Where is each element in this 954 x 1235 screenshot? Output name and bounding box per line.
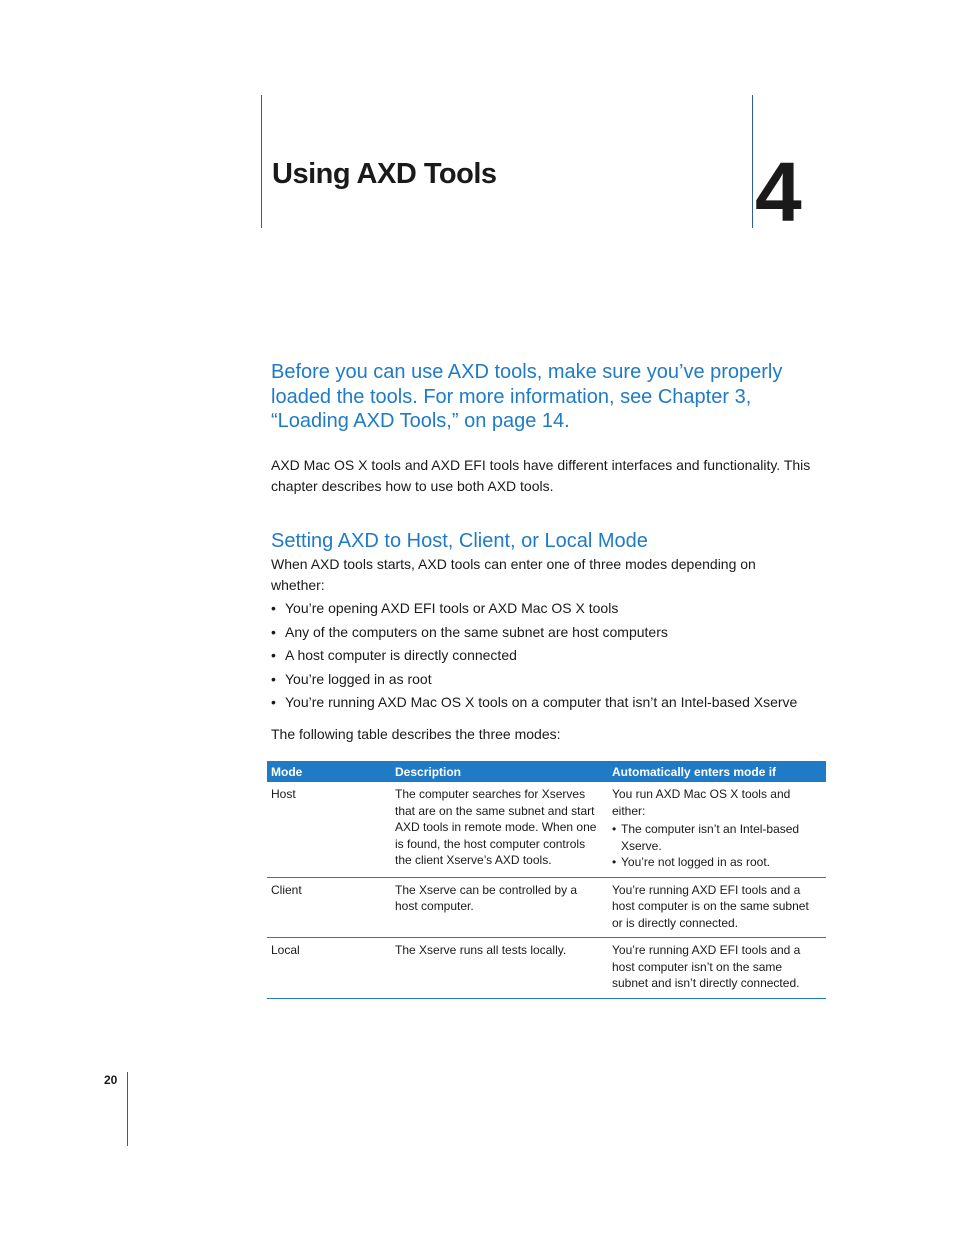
cell-line: The Xserve runs all tests locally. [395, 943, 567, 957]
chapter-number: 4 [755, 145, 802, 239]
cell-line: either: [612, 803, 646, 818]
description-cell [391, 938, 608, 999]
cell-line: host computer is on the same subnet [612, 899, 809, 913]
section-heading: Setting AXD to Host, Client, or Local Mode [271, 530, 648, 552]
list-item-text: A host computer is directly connected [285, 647, 517, 663]
intro-paragraph [271, 360, 831, 434]
table-row [267, 782, 826, 877]
list-item [271, 645, 831, 669]
section-lead-paragraph [271, 554, 831, 596]
description-cell [391, 782, 608, 877]
mode-cell: Host [267, 782, 391, 877]
column-header-condition: Automatically enters mode if [608, 761, 826, 782]
list-item-text: You’re logged in as root [285, 670, 432, 687]
bullet-icon: • [612, 822, 617, 836]
cell-line: that are on the same subnet and start [395, 803, 595, 818]
paragraph-line: AXD Mac OS X tools and AXD EFI tools have different interfaces and functionality. This [271, 457, 811, 473]
cell-line: the client Xserve’s AXD tools. [395, 853, 552, 867]
description-cell [391, 877, 608, 938]
cell-line: host computer. [395, 899, 474, 913]
condition-cell [608, 782, 826, 877]
cell-line: The computer searches for Xserves [395, 787, 586, 801]
table-header-row [267, 761, 826, 782]
condition-cell [608, 877, 826, 938]
cell-line: You’re running AXD EFI tools and a [612, 943, 801, 957]
cell-line: host computer isn’t on the same [612, 959, 783, 974]
condition-cell [608, 938, 826, 999]
modes-table [267, 761, 826, 999]
chapter-title-rule [261, 95, 262, 228]
list-item-text: You’re running AXD Mac OS X tools on a computer that isn’t an Intel-based Xserve [285, 694, 798, 710]
paragraph-line: When AXD tools starts, AXD tools can enter one of three modes depending on [271, 556, 756, 572]
page-number: 20 [104, 1073, 118, 1087]
cell-bullet-continuation: Xserve. [621, 838, 662, 853]
bullet-icon: • [271, 647, 276, 663]
cell-line: subnet and isn’t directly connected. [612, 976, 800, 990]
table-row [267, 938, 826, 999]
mode-condition-list [271, 598, 831, 716]
body-paragraph [271, 455, 831, 497]
bullet-icon: • [612, 855, 617, 869]
bullet-icon: • [271, 600, 276, 616]
list-item [271, 622, 831, 646]
list-item-text: Any of the computers on the same subnet are host computers [285, 623, 668, 640]
cell-bullet-item: • You’re not logged in as root. [612, 855, 770, 869]
cell-line: AXD tools in remote mode. When one [395, 820, 597, 834]
intro-line: Before you can use AXD tools, make sure you’ve properly [271, 361, 783, 383]
bullet-icon: • [271, 623, 276, 640]
cell-bullet-item: • The computer isn’t an Intel-based [612, 822, 800, 836]
mode-cell: Client [267, 877, 391, 938]
paragraph-line: whether: [271, 577, 325, 593]
column-header-mode: Mode [267, 761, 391, 782]
page-number-rule [127, 1072, 128, 1146]
table-intro: The following table describes the three modes: [271, 726, 561, 742]
table-row [267, 877, 826, 938]
paragraph-line: chapter describes how to use both AXD tools. [271, 478, 554, 494]
intro-line: loaded the tools. For more information, see Chapter 3, [271, 385, 752, 408]
list-item-text: You’re opening AXD EFI tools or AXD Mac OS X tools [285, 600, 619, 616]
cell-line: is found, the host computer controls [395, 836, 586, 851]
list-item [271, 598, 831, 622]
bullet-icon: • [271, 670, 276, 687]
chapter-number-rule [752, 95, 753, 228]
chapter-title: Using AXD Tools [272, 158, 497, 190]
cell-line: The Xserve can be controlled by a [395, 882, 578, 897]
list-item [271, 669, 831, 693]
mode-cell: Local [267, 938, 391, 999]
cell-line: You run AXD Mac OS X tools and [612, 787, 791, 801]
bullet-icon: • [271, 694, 276, 710]
list-item [271, 692, 831, 716]
intro-line: “Loading AXD Tools,” on page 14. [271, 410, 570, 432]
cell-line: You’re running AXD EFI tools and a [612, 882, 801, 897]
cell-line: or is directly connected. [612, 915, 739, 930]
column-header-description: Description [391, 761, 608, 782]
